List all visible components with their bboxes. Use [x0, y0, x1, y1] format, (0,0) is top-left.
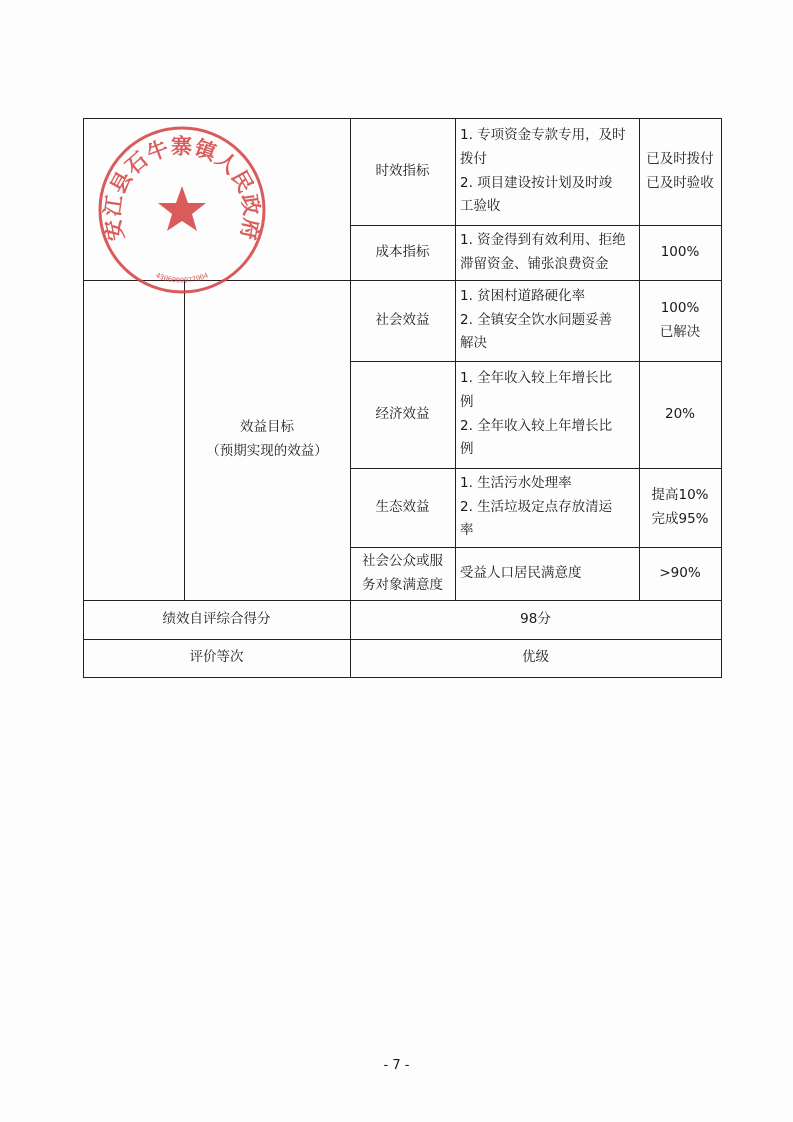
value-cell	[639, 118, 721, 225]
content-line: 2. 项目建设按计划及时竣	[460, 174, 613, 191]
content-line: 1. 专项资金专款专用，及时	[460, 127, 626, 144]
content-line: 例	[460, 393, 474, 410]
value-cell	[639, 468, 721, 547]
content-line: 1. 全年收入较上年增长比	[460, 370, 613, 387]
grade-label: 评价等次	[189, 649, 244, 666]
indicator-line: 社会公众或服	[362, 552, 443, 569]
content-cell	[455, 361, 639, 468]
table-border-bottom	[83, 677, 722, 678]
indicator-cell: 社会效益	[375, 311, 430, 328]
content-line: 1. 资金得到有效利用、拒绝	[460, 231, 626, 248]
value-line: 已及时拨付	[646, 150, 714, 167]
content-line: 滞留资金、铺张浪费资金	[460, 255, 609, 272]
page-number: - 7 -	[383, 1058, 410, 1073]
content-cell	[455, 468, 639, 547]
indicator-line: 务对象满意度	[362, 576, 443, 593]
indicator-cell: 经济效益	[375, 405, 430, 422]
value-line: 完成95%	[651, 510, 709, 527]
score-label: 绩效自评综合得分	[162, 610, 271, 627]
indicator-cell: 时效指标	[375, 162, 430, 179]
grade-value: 优级	[522, 649, 549, 666]
content-cell	[455, 280, 639, 361]
value-cell: >90%	[659, 564, 701, 581]
value-cell	[639, 280, 721, 361]
seal-star-icon	[158, 186, 206, 231]
content-cell: 受益人口居民满意度	[460, 564, 582, 581]
table-border-right	[721, 118, 722, 678]
benefit-target-title: 效益目标	[240, 419, 294, 436]
content-line: 1. 贫困村道路硬化率	[460, 288, 586, 305]
content-line: 1. 生活污水处理率	[460, 475, 572, 492]
content-line: 2. 生活垃圾定点存放清运	[460, 498, 613, 515]
official-seal-stamp	[96, 124, 268, 296]
content-cell	[455, 118, 639, 225]
score-value: 98分	[520, 610, 551, 627]
content-cell	[455, 225, 639, 280]
value-line: 100%	[660, 299, 700, 316]
table-border-left	[83, 118, 84, 678]
indicator-cell: 生态效益	[375, 498, 430, 515]
value-line: 已及时验收	[646, 174, 714, 191]
seal-code: 4306000077004	[154, 271, 210, 285]
seal-text: 安江县石牛寨镇人民政府	[100, 134, 264, 243]
benefit-target-label	[184, 280, 350, 600]
indicator-cell: 成本指标	[375, 243, 430, 260]
value-line: 已解决	[659, 323, 701, 340]
indicator-cell	[350, 547, 455, 600]
content-line: 工验收	[460, 198, 501, 215]
value-cell: 20%	[664, 405, 695, 422]
content-line: 2. 全年收入较上年增长比	[460, 417, 613, 434]
content-line: 拨付	[460, 150, 487, 167]
content-line: 解决	[460, 335, 487, 352]
content-line: 例	[460, 441, 474, 458]
benefit-target-subtitle: （预期实现的效益）	[206, 443, 328, 459]
content-line: 2. 全镇安全饮水问题妥善	[460, 311, 613, 328]
value-cell: 100%	[660, 243, 700, 260]
content-line: 率	[460, 522, 474, 539]
value-line: 提高10%	[651, 486, 709, 503]
